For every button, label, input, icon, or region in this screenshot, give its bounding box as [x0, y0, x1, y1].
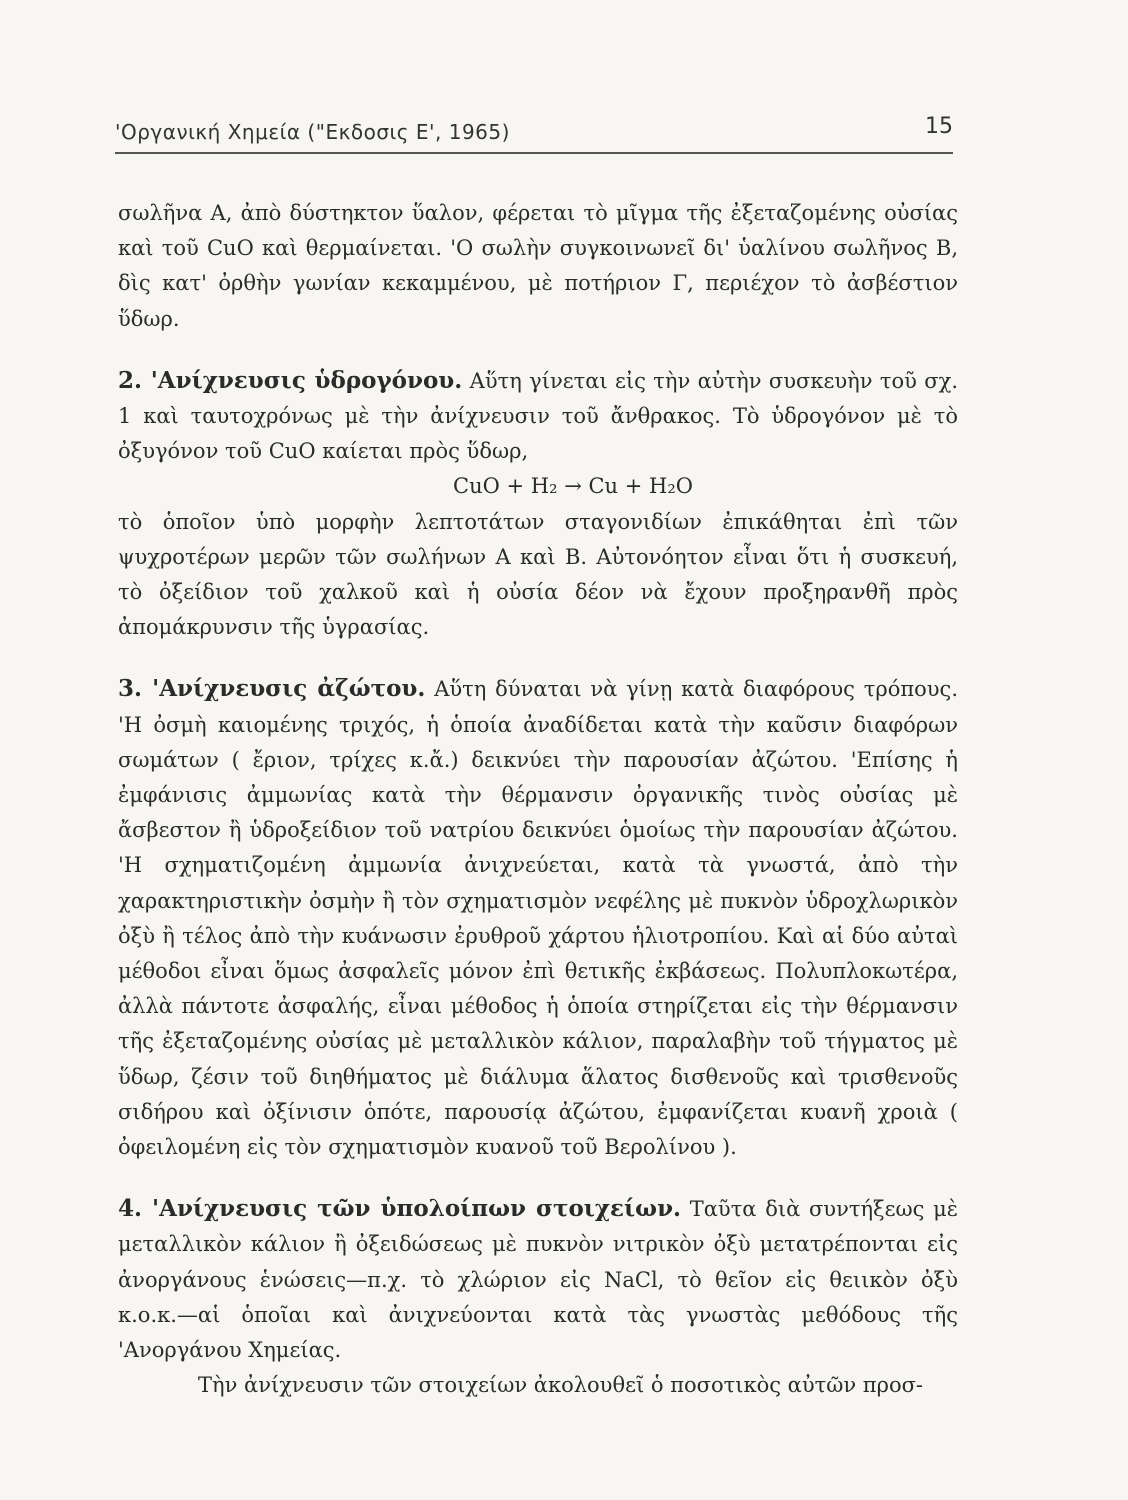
page-number: 15 — [925, 114, 953, 139]
section-4-last-line: Τὴν ἀνίχνευσιν τῶν στοιχείων ἀκολουθεῖ ὁ ποσοτικὸς αὐτῶν προσ- — [198, 1373, 924, 1398]
section-3-paragraph — [118, 671, 958, 1165]
section-2-paragraph — [118, 363, 958, 470]
intro-paragraph: σωλῆνα Α, ἀπὸ δύστηκτον ὕαλον, φέρεται τὸ μῖγμα τῆς ἐξεταζομένης οὐσίας καὶ τοῦ CuO καὶ θερμαίνεται. 'Ο σωλὴν συγκοινωνεῖ δι' ὑαλίνου σωλῆνος Β, δὶς κατ' ὀρθὴν γωνίαν κεκαμμένου, μὲ ποτήριον Γ, περιέχον τὸ ἀσβέστιον ὕδωρ. — [118, 201, 958, 331]
section-4-heading: 4. 'Ανίχνευσις τῶν ὑπολοίπων στοιχείων. — [118, 1195, 682, 1223]
section-4-text: Ταῦτα διὰ συντήξεως μὲ μεταλλικὸν κάλιον ἢ ὀξειδώσεως μὲ πυκνὸν νιτρικὸν ὀξὺ μετατρέπονται εἰς ἀνοργάνους ἑνώσεις—π.χ. τὸ χλώριον εἰς NaCl, τὸ θεῖον εἰς θειικὸν ὀξὺ κ.ο.κ.—αἱ ὁποῖαι καὶ ἀνιχνεύονται κατὰ τὰς γνωστὰς μεθόδους τῆς 'Ανοργάνου Χημείας. — [118, 1197, 958, 1363]
book-title: 'Οργανική Χημεία ("Εκδοσις Ε', 1965) — [115, 120, 510, 144]
chemical-equation: CuO + H₂ → Cu + H₂O — [453, 474, 693, 499]
section-2-text: Αὕτη γίνεται εἰς τὴν αὐτὴν συσκευὴν τοῦ σχ. 1 καὶ ταυτοχρόνως μὲ τὴν ἀνίχνευσιν τοῦ ἄνθρακος. Τὸ ὑδρογόνον μὲ τὸ ὀξυγόνον τοῦ CuO καίεται πρὸς ὕδωρ, — [118, 368, 958, 464]
section-4-paragraph — [118, 1191, 958, 1368]
section-2-heading: 2. 'Ανίχνευσις ὑδρογόνου. — [118, 366, 463, 394]
section-2-continuation: τὸ ὁποῖον ὑπὸ μορφὴν λεπτοτάτων σταγονιδίων ἐπικάθηται ἐπὶ τῶν ψυχροτέρων μερῶν τῶν σωλήνων Α καὶ Β. Αὐτονόητον εἶναι ὅτι ἡ συσκευή, τὸ ὀξείδιον τοῦ χαλκοῦ καὶ ἡ οὐσία δέον νὰ ἔχουν προξηρανθῆ πρὸς ἀπομάκρυνσιν τῆς ὑγρασίας. — [118, 509, 958, 640]
running-header — [115, 112, 953, 154]
section-3-heading: 3. 'Ανίχνευσις ἀζώτου. — [118, 675, 426, 703]
page-body — [118, 196, 958, 1404]
section-3-text: Αὕτη δύναται νὰ γίνῃ κατὰ διαφόρους τρόπους. 'Η ὀσμὴ καιομένης τριχός, ἡ ὁποία ἀναδίδεται κατὰ τὴν καῦσιν διαφόρων σωμάτων ( ἔριον, τρίχες κ.ἄ.) δεικνύει τὴν παρουσίαν ἀζώτου. 'Επίσης ἡ ἐμφάνισις ἀμμωνίας κατὰ τὴν θέρμανσιν ὀργανικῆς τινὸς οὐσίας μὲ ἄσβεστον ἢ ὑδροξείδιον τοῦ νατρίου δεικνύει ὁμοίως τὴν παρουσίαν ἀζώτου. 'Η σχηματιζομένη ἀμμωνία ἀνιχνεύεται, κατὰ τὰ γνωστά, ἀπὸ τὴν χαρακτηριστικὴν ὀσμὴν ἢ τὸν σχηματισμὸν νεφέλης μὲ πυκνὸν ὑδροχλωρικὸν ὀξὺ ἢ τέλος ἀπὸ τὴν κυάνωσιν ἐρυθροῦ χάρτου ἡλιοτροπίου. Καὶ αἱ δύο αὐταὶ μέθοδοι εἶναι ὅμως ἀσφαλεῖς μόνον ἐπὶ θετικῆς ἐκβάσεως. Πολυπλοκωτέρα, ἀλλὰ πάντοτε ἀσφαλής, εἶναι μέθοδος ἡ ὁποία στηρίζεται εἰς τὴν θέρμανσιν τῆς ἐξεταζομένης οὐσίας μὲ μεταλλικὸν κάλιον, παραλαβὴν τοῦ τήγματος μὲ ὕδωρ, ζέσιν τοῦ διηθήματος μὲ διάλυμα ἅλατος δισθενοῦς καὶ τρισθενοῦς σιδήρου καὶ ὀξίνισιν ὁπότε, παρουσίᾳ ἀζώτου, ἐμφανίζεται κυανῆ χροιὰ ( ὀφειλομένη εἰς τὸν σχηματισμὸν κυανοῦ τοῦ Βερολίνου ). — [118, 677, 958, 1160]
